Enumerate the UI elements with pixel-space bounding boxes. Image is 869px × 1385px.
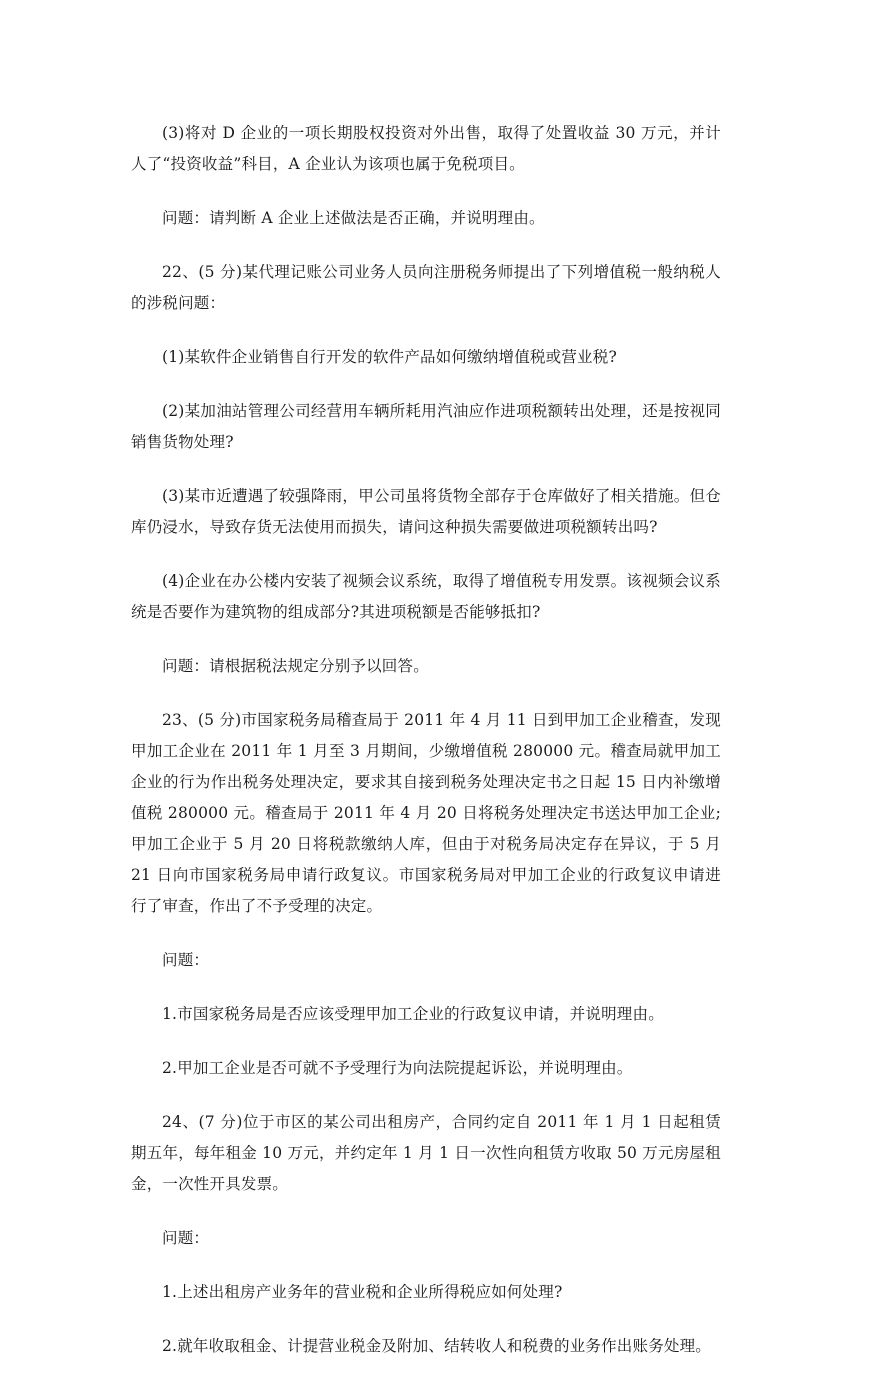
- paragraph-q24-sub2: 2.就年收取租金、计提营业税金及附加、结转收人和税费的业务作出账务处理。: [162, 1337, 711, 1355]
- paragraph-q23-intro: 23、(5 分)市国家税务局稽查局于 2011 年 4 月 11 日到甲加工企业稽查，发现甲加工企业在 2011 年 1 月至 3 月期间，少缴增值税 280000 元。稽查局就甲加工企业的行为作出税务处理决定，要求其自接到税务处理决定书之日起 15 日内补缴增值税 280000 元。稽查局于 2011 年 4 月 20 日将税务处理决定书送达甲加工企业;甲加工企业于 5 月 20 日将税款缴纳人库，但由于对税务局决定存在异议，于 5 月 21 日向市国家税务局申请行政复议。市国家税务局对甲加工企业的行政复议申请进行了审查，作出了不予受理的决定。: [131, 711, 721, 915]
- paragraph-q22-item1: (1)某软件企业销售自行开发的软件产品如何缴纳增值税或营业税?: [162, 348, 617, 366]
- paragraph-q22-item4: (4)企业在办公楼内安装了视频会议系统，取得了增值税专用发票。该视频会议系统是否要作为建筑物的组成部分?其进项税额是否能够抵扣?: [131, 572, 721, 621]
- document-page: [131, 118, 721, 1385]
- paragraph-q22-item3: (3)某市近遭遇了较强降雨，甲公司虽将货物全部存于仓库做好了相关措施。但仓库仍浸水，导致存货无法使用而损失，请问这种损失需要做进项税额转出吗?: [131, 487, 721, 536]
- paragraph-q24-sub1: 1.上述出租房产业务年的营业税和企业所得税应如何处理?: [162, 1283, 563, 1301]
- paragraph-q22-item2: (2)某加油站管理公司经营用车辆所耗用汽油应作进项税额转出处理，还是按视同销售货物处理?: [131, 402, 721, 451]
- paragraph-q21-item3: (3)将对 D 企业的一项长期股权投资对外出售，取得了处置收益 30 万元，并计人了“投资收益”科目，A 企业认为该项也属于免税项目。: [131, 124, 721, 173]
- paragraph-q21-question: 问题：请判断 A 企业上述做法是否正确，并说明理由。: [162, 209, 545, 227]
- paragraph-q23-sub2: 2.甲加工企业是否可就不予受理行为向法院提起诉讼，并说明理由。: [162, 1059, 633, 1077]
- paragraph-q24-question-label: 问题：: [162, 1229, 210, 1247]
- paragraph-q22-question: 问题：请根据税法规定分别予以回答。: [162, 657, 429, 675]
- paragraph-q22-intro: 22、(5 分)某代理记账公司业务人员向注册税务师提出了下列增值税一般纳税人的涉税问题：: [131, 263, 721, 312]
- paragraph-q23-question-label: 问题：: [162, 951, 210, 969]
- paragraph-q23-sub1: 1.市国家税务局是否应该受理甲加工企业的行政复议申请，并说明理由。: [162, 1005, 664, 1023]
- paragraph-q24-intro: 24、(7 分)位于市区的某公司出租房产，合同约定自 2011 年 1 月 1 日起租赁期五年，每年租金 10 万元，并约定年 1 月 1 日一次性向租赁方收取 50 万元房屋租金，一次性开具发票。: [131, 1113, 721, 1193]
